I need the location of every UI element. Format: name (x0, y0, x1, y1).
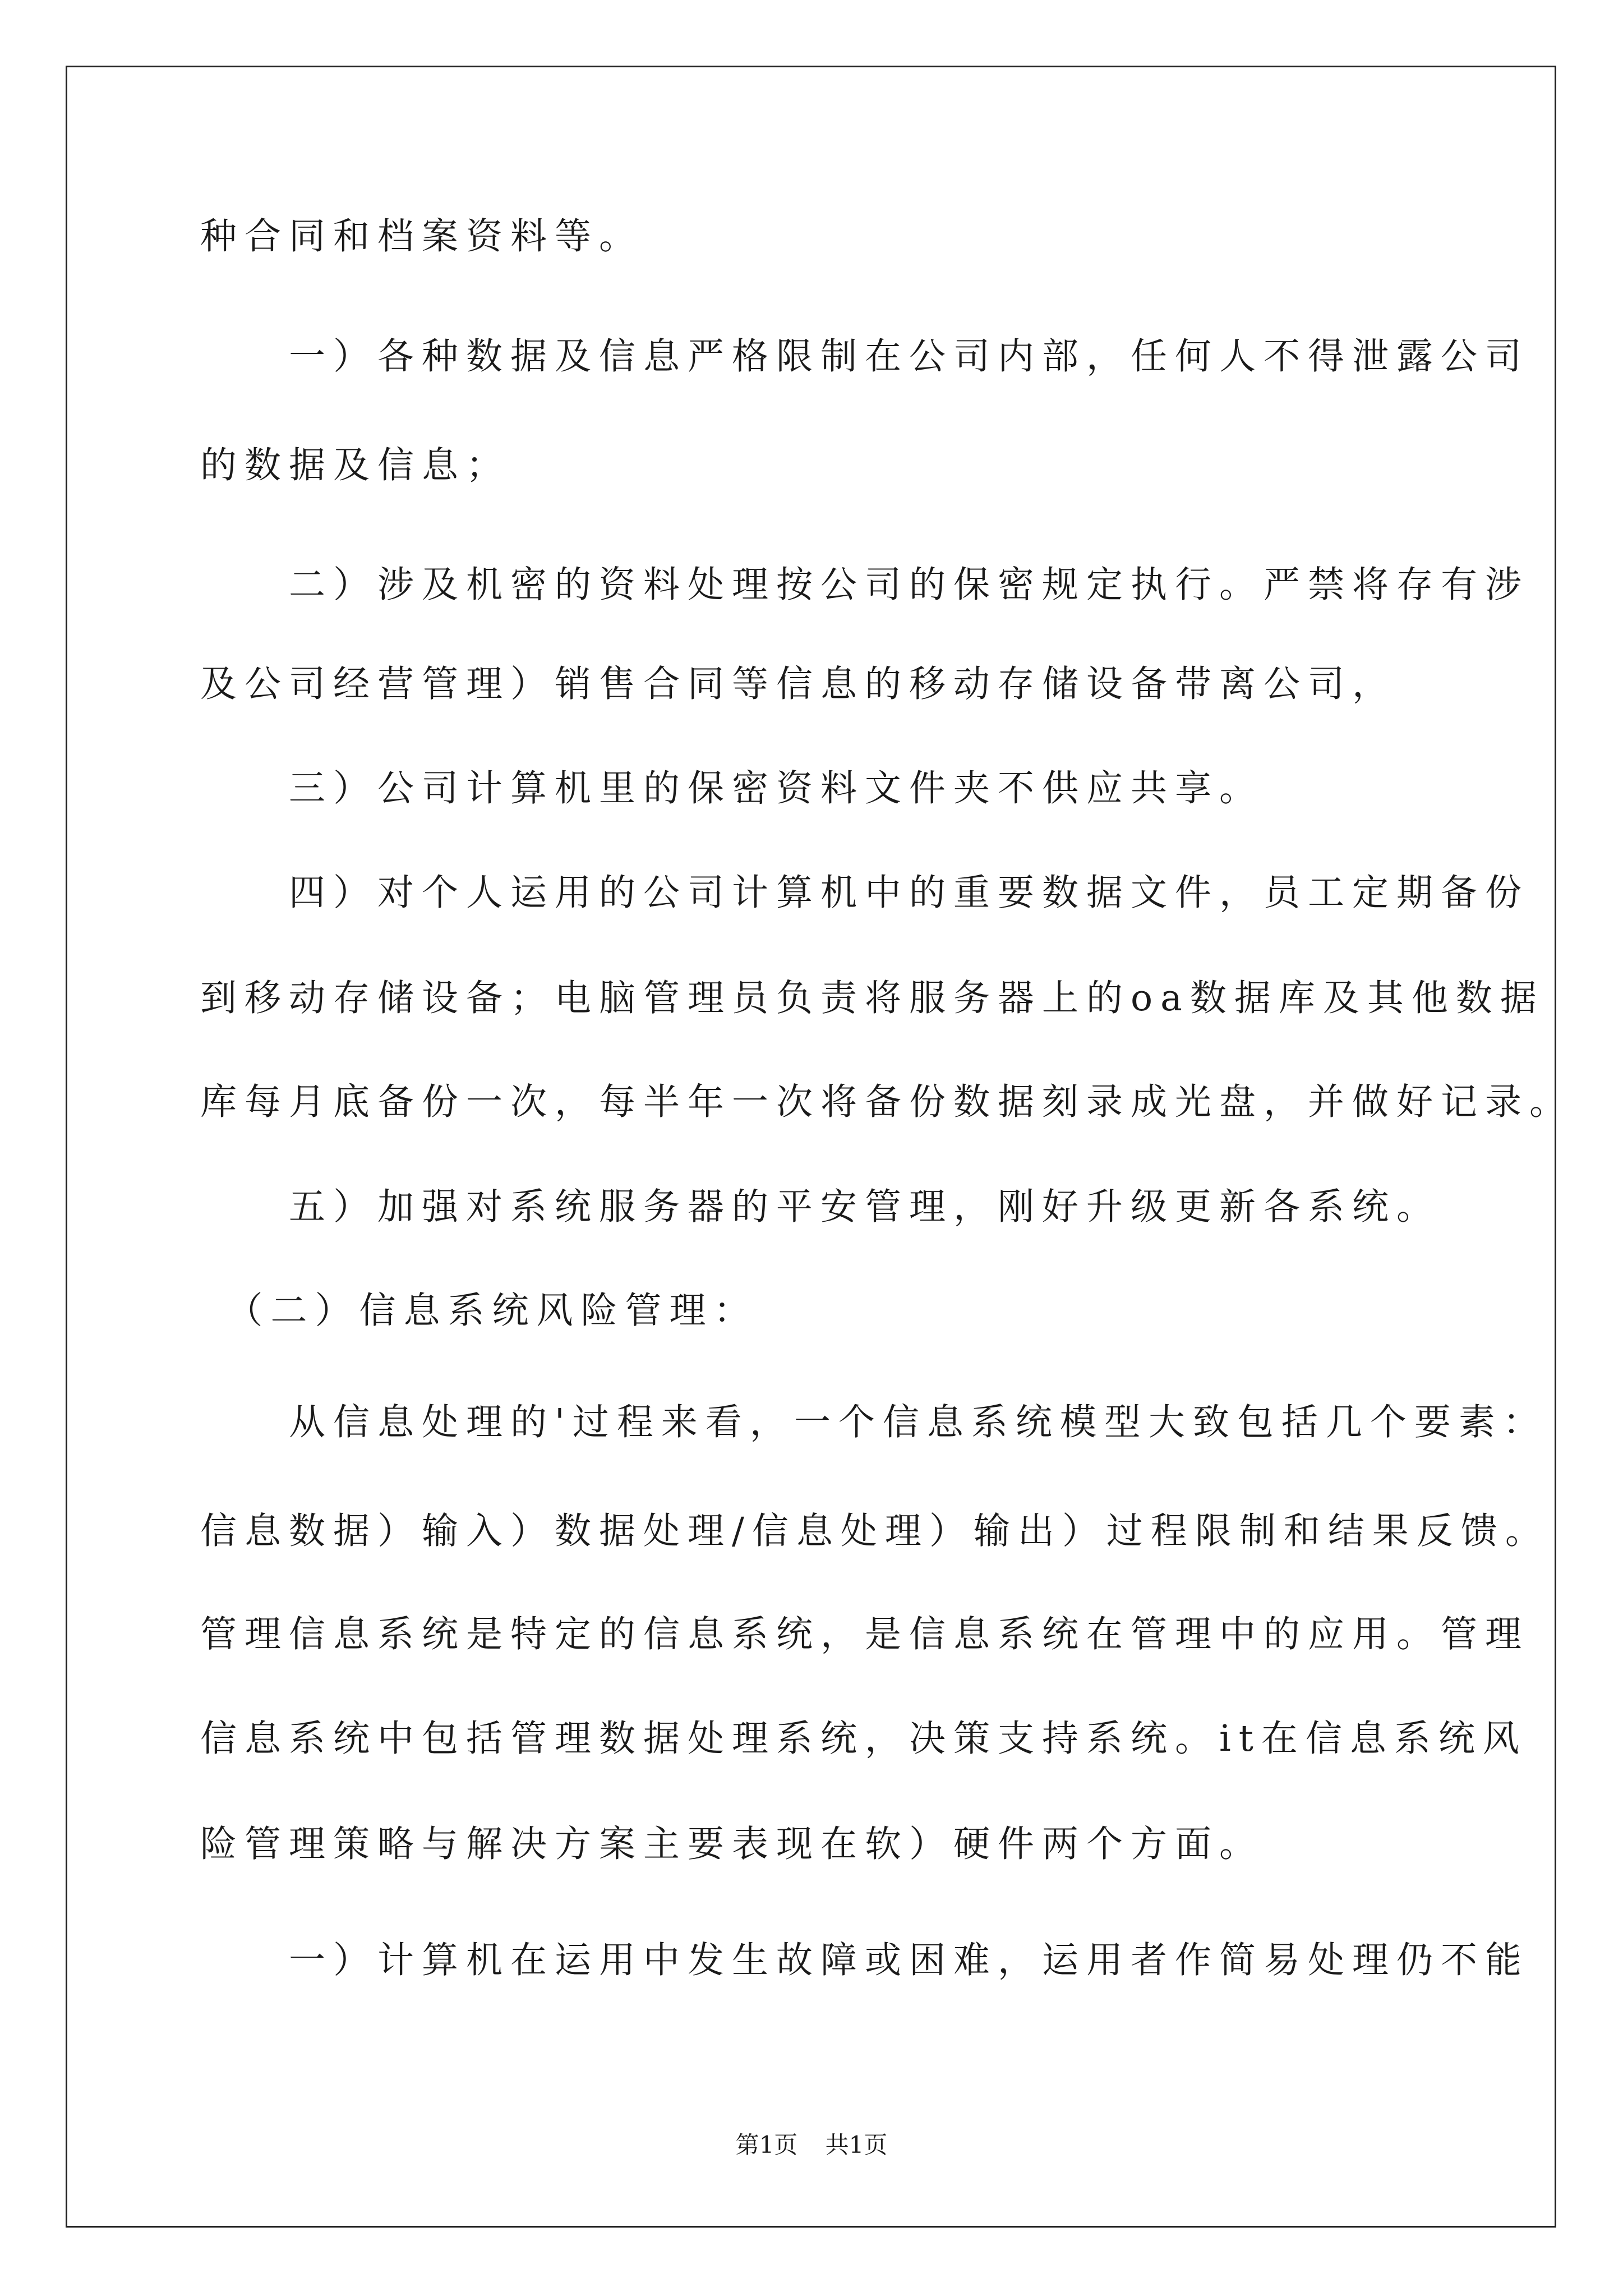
text-line: 三）公司计算机里的保密资料文件夹不供应共享。 (200, 767, 1264, 809)
page-footer (0, 2131, 1623, 2160)
text-line: 到移动存储设备；电脑管理员负责将服务器上的oa数据库及其他数据 (200, 977, 1544, 1019)
text-line: 险管理策略与解决方案主要表现在软）硬件两个方面。 (200, 1823, 1264, 1865)
text-line: 五）加强对系统服务器的平安管理，刚好升级更新各系统。 (200, 1186, 1441, 1228)
page-number-total: 共1页 (825, 2131, 888, 2159)
text-line: 一）计算机在运用中发生故障或困难，运用者作简易处理仍不能 (200, 1939, 1530, 1981)
text-line: 信息系统中包括管理数据处理系统，决策支持系统。it在信息系统风 (200, 1718, 1527, 1760)
text-line: 及公司经营管理）销售合同等信息的移动存储设备带离公司， (200, 663, 1397, 705)
text-line: 从信息处理的'过程来看，一个信息系统模型大致包括几个要素： (200, 1401, 1547, 1443)
text-line: （二）信息系统风险管理： (200, 1290, 758, 1332)
text-line: 库每月底备份一次，每半年一次将备份数据刻录成光盘，并做好记录。 (200, 1081, 1574, 1123)
text-line: 的数据及信息； (200, 444, 511, 486)
text-line: 信息数据）输入）数据处理/信息处理）输出）过程限制和结果反馈。 (200, 1510, 1550, 1552)
page-border (66, 66, 1556, 2228)
text-line: 四）对个人运用的公司计算机中的重要数据文件，员工定期备份 (200, 872, 1530, 914)
page-number-current: 第1页 (735, 2131, 798, 2159)
text-line: 管理信息系统是特定的信息系统，是信息系统在管理中的应用。管理 (200, 1613, 1530, 1655)
text-line: 二）涉及机密的资料处理按公司的保密规定执行。严禁将存有涉 (200, 564, 1530, 606)
text-line: 一）各种数据及信息严格限制在公司内部，任何人不得泄露公司 (200, 335, 1530, 378)
text-line: 种合同和档案资料等。 (200, 215, 644, 257)
